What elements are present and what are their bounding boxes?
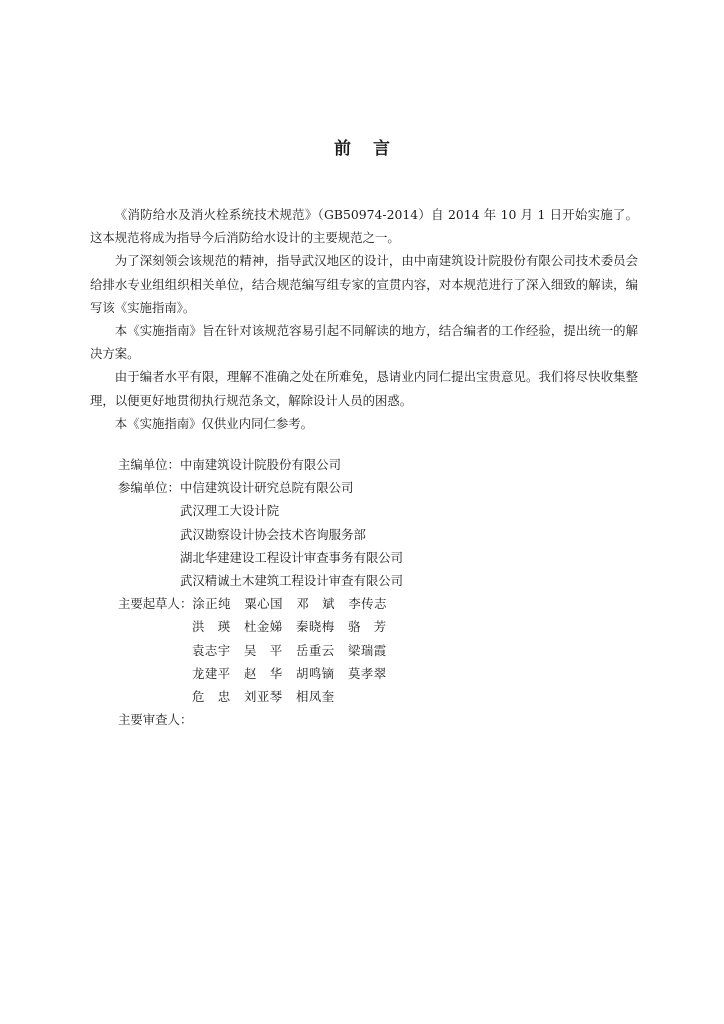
drafter-name: 岳重云	[296, 642, 335, 658]
chief-editor-label: 主编单位：	[118, 457, 180, 472]
title-char-2: 言	[373, 139, 390, 159]
drafter-name: 龙建平	[192, 665, 231, 681]
participating-unit: 武汉精诚土木建筑工程设计审查有限公司	[180, 573, 404, 589]
drafter-name: 胡鸣镝	[296, 665, 335, 681]
reviewers-row	[118, 708, 638, 731]
drafters-row	[118, 685, 638, 708]
drafter-name: 杜金娣	[244, 619, 283, 635]
drafters-label: 主要起草人：	[118, 596, 193, 612]
drafter-name: 袁志宇	[192, 642, 231, 658]
drafter-name: 梁瑞霞	[348, 642, 387, 658]
participating-row	[118, 476, 638, 499]
participating-unit: 武汉勘察设计协会技术咨询服务部	[180, 526, 366, 542]
drafter-name: 涂正纯	[192, 596, 232, 612]
drafters-row	[118, 639, 638, 662]
drafter-name: 秦晓梅	[296, 619, 335, 635]
drafters-row	[118, 592, 638, 615]
participating-row	[118, 523, 638, 546]
paragraph: 为了深刻领会该规范的精神，指导武汉地区的设计，由中南建筑设计院股份有限公司技术委员会给排水专业组组织相关单位，结合规范编写组专家的宣贯内容，对本规范进行了深入细致的解读，编写该《实施指南》。	[90, 253, 638, 315]
chief-editor-unit: 中南建筑设计院股份有限公司	[179, 457, 342, 472]
reviewers-label: 主要审查人：	[118, 712, 193, 728]
drafter-name: 粟心国	[244, 596, 284, 612]
participating-unit: 中信建筑设计研究总院有限公司	[179, 480, 354, 496]
participating-unit: 武汉理工大设计院	[180, 503, 280, 519]
drafter-name: 莫孝翠	[348, 665, 387, 681]
title-char-1: 前	[334, 139, 351, 159]
participating-label: 参编单位：	[118, 480, 180, 496]
drafter-name: 赵 华	[244, 665, 283, 681]
paragraph: 本《实施指南》旨在针对该规范容易引起不同解读的地方，结合编者的工作经验，提出统一的解决方案。	[90, 323, 638, 362]
drafter-name: 相凤奎	[296, 689, 335, 705]
paragraph: 本《实施指南》仅供业内同仁参考。	[114, 415, 314, 431]
drafter-name: 危 忠	[192, 689, 231, 705]
drafter-name: 吴 平	[244, 642, 283, 658]
preface-body	[90, 203, 638, 435]
drafter-name: 刘亚琴	[244, 689, 283, 705]
chief-editor-row	[118, 453, 638, 476]
participating-row	[118, 569, 638, 592]
drafters-row	[118, 662, 638, 685]
drafter-name: 邓 斌	[296, 596, 336, 612]
paragraph: 《消防给水及消火栓系统技术规范》（GB50974-2014）自 2014 年 10 月 1 日开始实施了。这本规范将成为指导今后消防给水设计的主要规范之一。	[90, 207, 638, 246]
drafter-name: 骆 芳	[348, 619, 387, 635]
participating-unit: 湖北华建建设工程设计审查事务有限公司	[180, 549, 404, 565]
drafter-name: 李传志	[348, 596, 388, 612]
credits-section	[118, 453, 638, 731]
paragraph: 由于编者水平有限，理解不准确之处在所难免，恳请业内同仁提出宝贵意见。我们将尽快收集整理，以便更好地贯彻执行规范条文，解除设计人员的困惑。	[90, 369, 638, 408]
participating-row	[118, 499, 638, 522]
participating-row	[118, 546, 638, 569]
drafters-row	[118, 615, 638, 638]
drafter-name: 洪 瑛	[192, 619, 231, 635]
page-title	[0, 134, 724, 159]
